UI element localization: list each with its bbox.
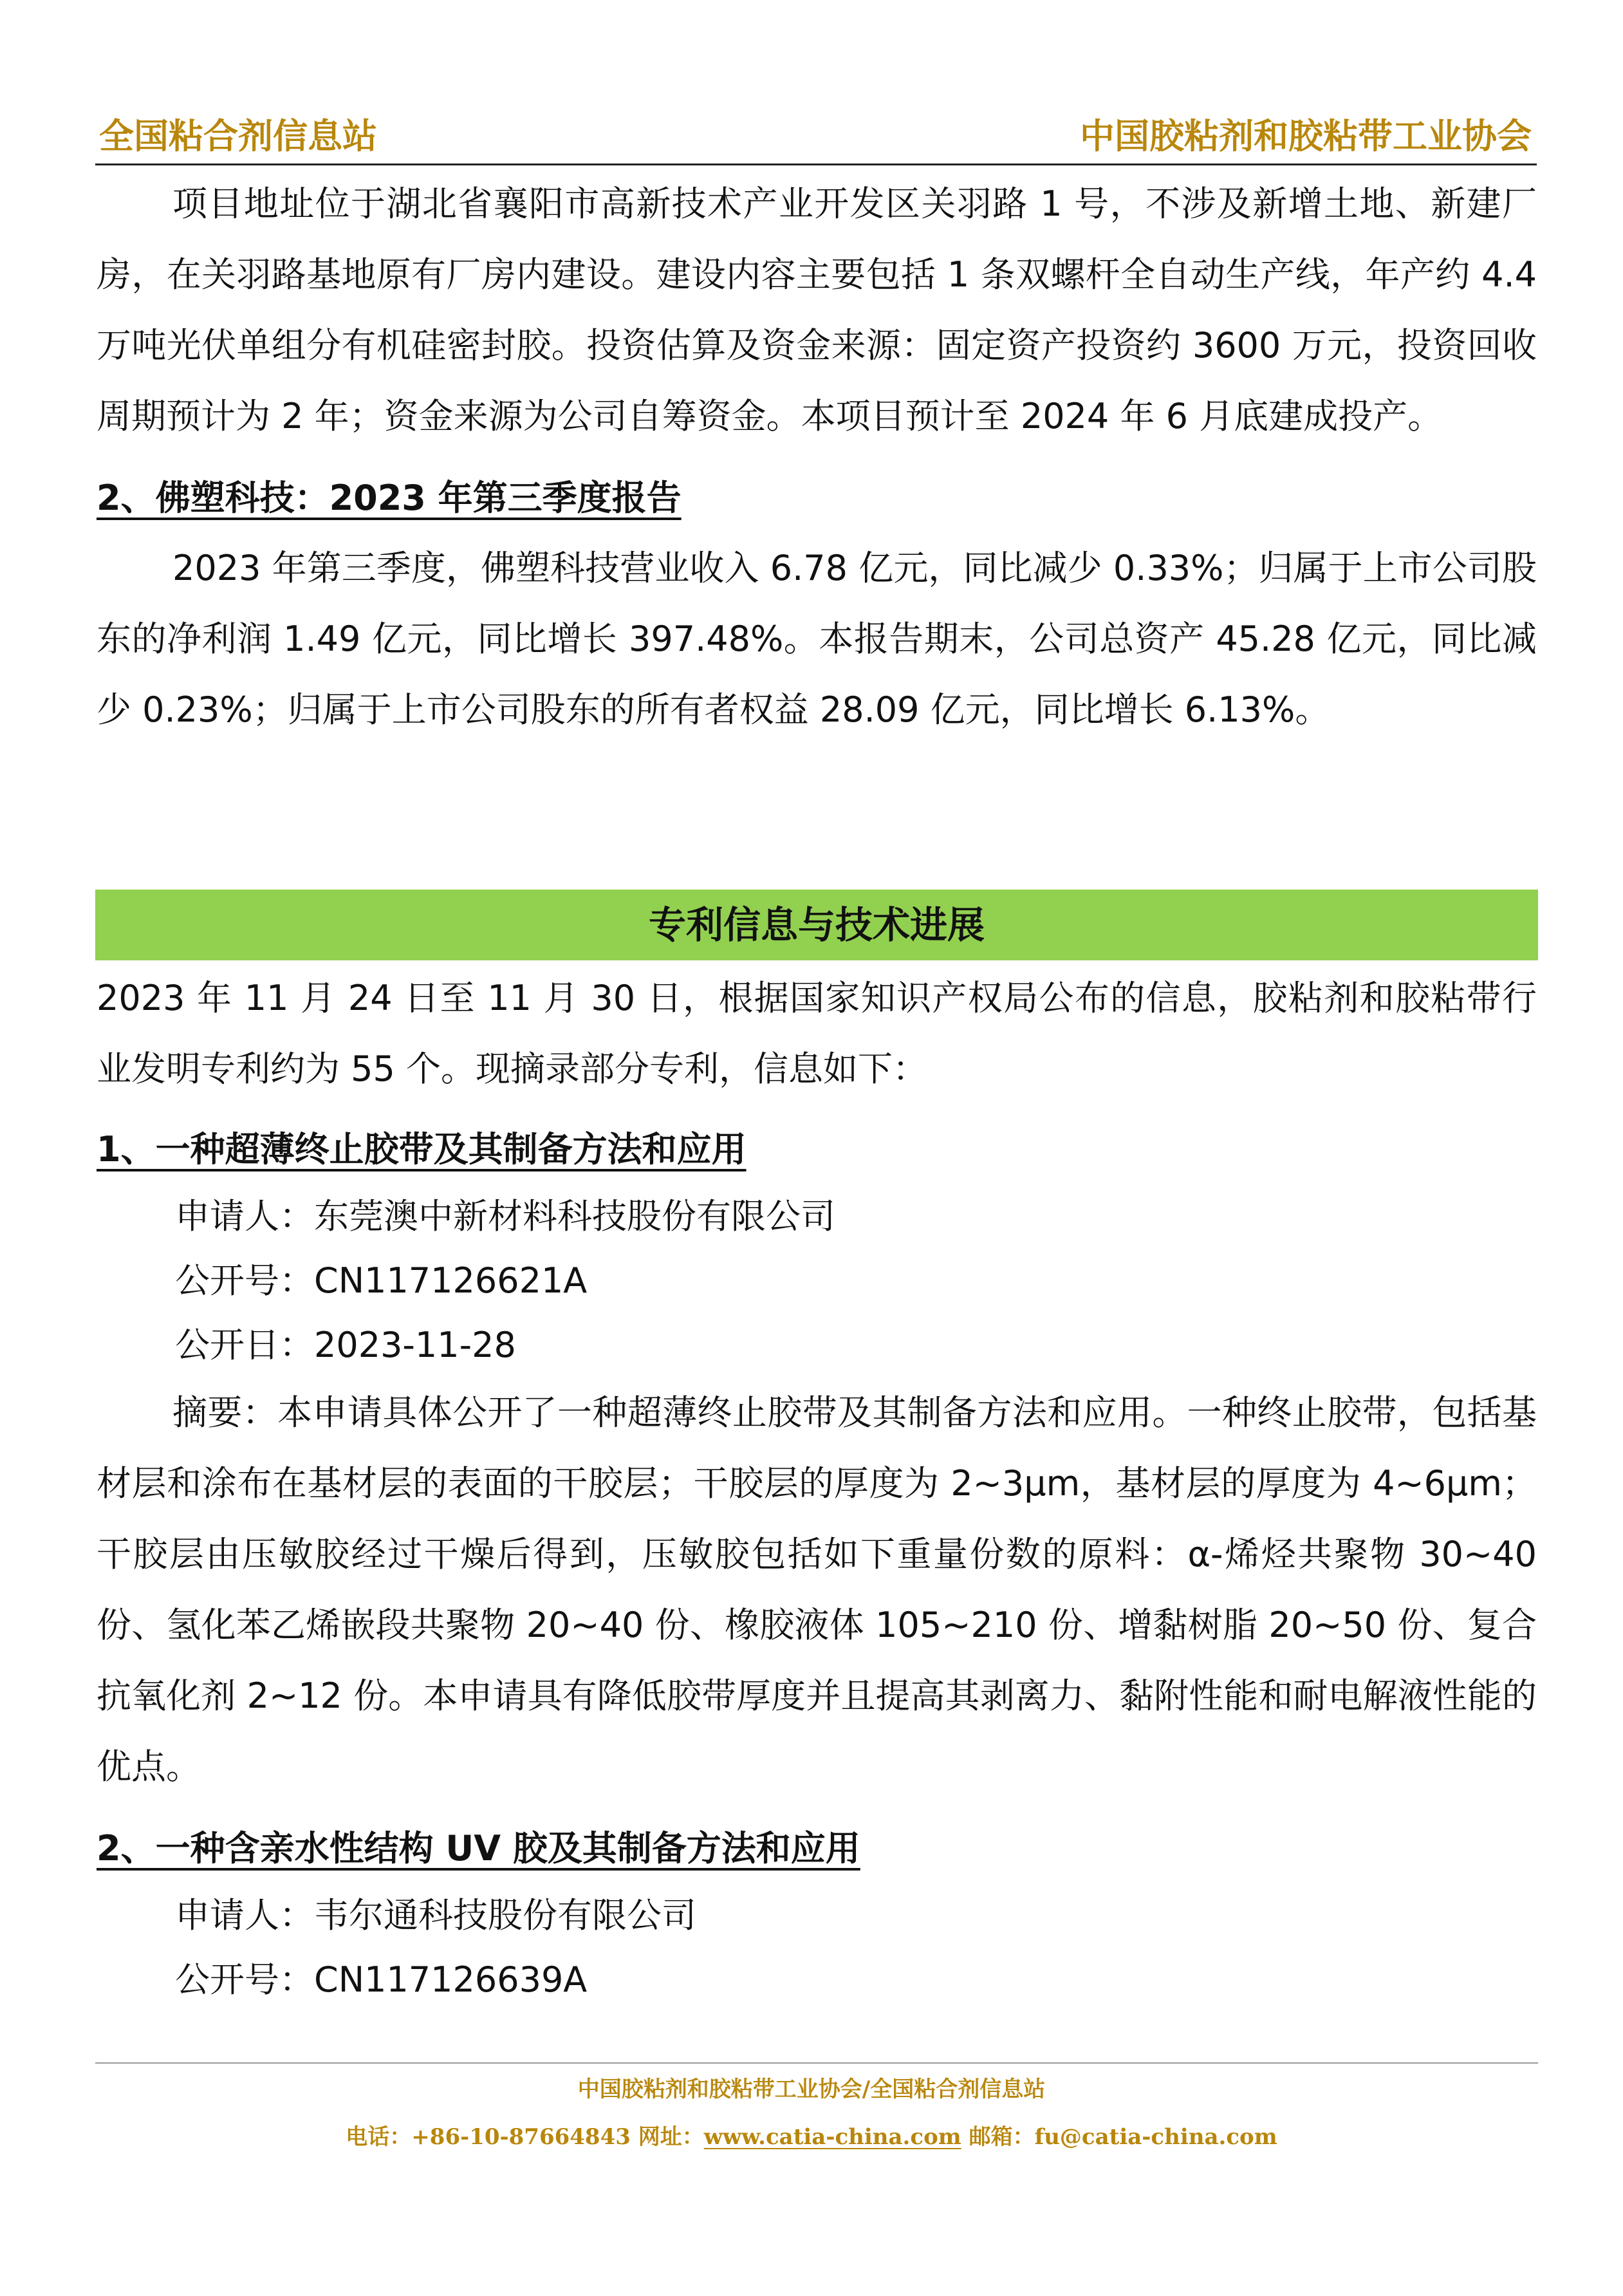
patent-2-publication-number: 公开号：CN117126639A <box>175 1959 588 2000</box>
patent-1-publication-number: 公开号：CN117126621A <box>175 1260 588 1301</box>
patent-1-abstract: 摘要：本申请具体公开了一种超薄终止胶带及其制备方法和应用。一种终止胶带，包括基材层和涂布在基材层的表面的干胶层；干胶层的厚度为 2~3μm，基材层的厚度为 4~6μm；干胶层由压敏胶经过干燥后得到，压敏胶包括如下重量份数的原料：α-烯烃共聚物 30~40 份、氢化苯乙烯嵌段共聚物 20~40 份、橡胶液体 105~210 份、增黏树脂 20~50 份、复合抗氧化剂 2~12 份。本申请具有降低胶带厚度并且提高其剥离力、黏附性能和耐电解液性能的优点。 <box>97 1392 1537 1787</box>
patent-2-heading-text: 2、一种含亲水性结构 UV 胶及其制备方法和应用 <box>97 1828 860 1869</box>
patent-1-heading <box>97 1115 1537 1184</box>
patent-1-heading-text: 1、一种超薄终止胶带及其制备方法和应用 <box>97 1129 747 1170</box>
patent-1-publication-date: 公开日：2023-11-28 <box>175 1325 516 1365</box>
header-right-title: 中国胶粘剂和胶粘带工业协会 <box>1080 115 1532 156</box>
footer-website-link[interactable]: www.catia-china.com <box>703 2124 961 2150</box>
patent-intro-paragraph: 2023 年 11 月 24 日至 11 月 30 日，根据国家知识产权局公布的信息，胶粘剂和胶粘带行业发明专利约为 55 个。现摘录部分专利，信息如下： <box>97 978 1537 1089</box>
footer-organization: 中国胶粘剂和胶粘带工业协会/全国粘合剂信息站 <box>577 2077 1046 2102</box>
footer-contact <box>0 2119 1623 2151</box>
main-content <box>97 169 1537 745</box>
section-2-heading-text: 2、佛塑科技：2023 年第三季度报告 <box>97 478 682 518</box>
footer-divider <box>95 2062 1538 2064</box>
intro-paragraph: 项目地址位于湖北省襄阳市高新技术产业开发区关羽路 1 号，不涉及新增土地、新建厂房，在关羽路基地原有厂房内建设。建设内容主要包括 1 条双螺杆全自动生产线，年产约 4.4 万吨光伏单组分有机硅密封胶。投资估算及资金来源：固定资产投资约 3600 万元，投资回收周期预计为 2 年；资金来源为公司自筹资金。本项目预计至 2024 年 6 月底建成投产。 <box>97 183 1537 436</box>
patent-2-applicant: 申请人：韦尔通科技股份有限公司 <box>175 1895 696 1936</box>
footer-phone: 电话：+86-10-87664843 网址： <box>346 2124 704 2150</box>
section-banner: 专利信息与技术进展 <box>95 890 1538 960</box>
header-left-title: 全国粘合剂信息站 <box>99 115 377 156</box>
footer-email: 邮箱：fu@catia-china.com <box>961 2124 1277 2150</box>
page-header <box>95 115 1537 165</box>
section-2-heading <box>97 463 1537 533</box>
patent-1-applicant: 申请人：东莞澳中新材料科技股份有限公司 <box>175 1196 835 1237</box>
patent-content <box>97 963 1537 2012</box>
patent-2-heading <box>97 1814 1537 1883</box>
section-2-paragraph: 2023 年第三季度，佛塑科技营业收入 6.78 亿元，同比减少 0.33%；归属于上市公司股东的净利润 1.49 亿元，同比增长 397.48%。本报告期末，公司总资产 45.28 亿元，同比减少 0.23%；归属于上市公司股东的所有者权益 28.09 亿元，同比增长 6.13%。 <box>97 548 1537 730</box>
